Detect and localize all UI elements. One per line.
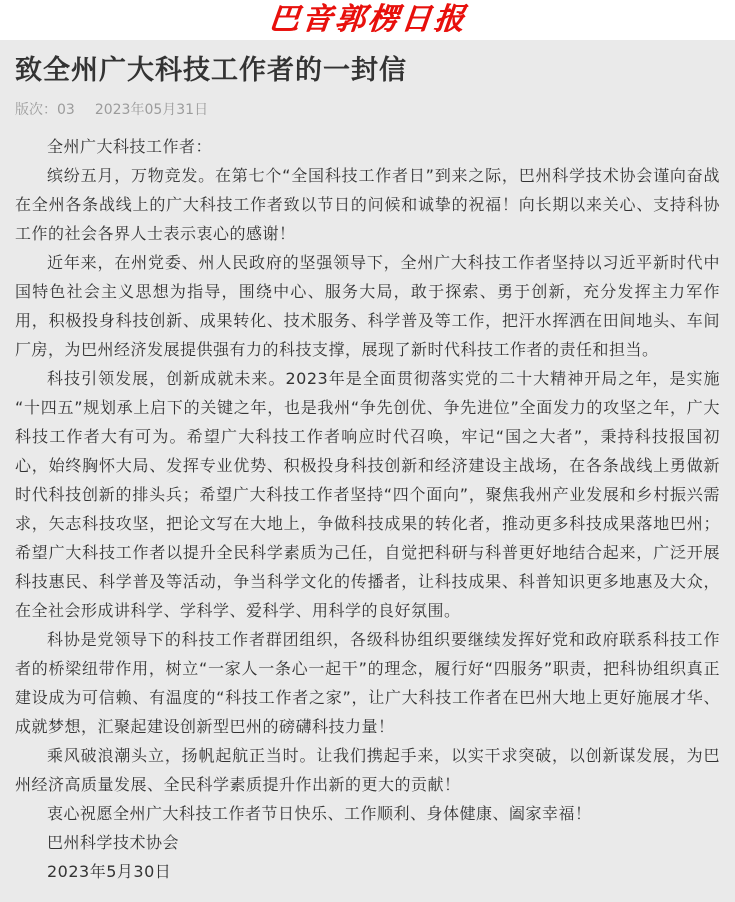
signature-date: 2023年5月30日 [47,862,172,881]
edition-label: 版次： [15,102,57,118]
edition-number: 03 [57,102,75,118]
page-title: 致全州广大科技工作者的一封信 [15,55,407,86]
article-body [15,132,720,828]
article-meta [15,101,720,119]
article-paragraph: 科技引领发展，创新成就未来。2023年是全面贯彻落实党的二十大精神开局之年，是实施“十四五”规划承上启下的关键之年，也是我州“争先创优、争先进位”全面发力的攻坚之年，广大科技工作者大有可为。希望广大科技工作者响应时代召唤，牢记“国之大者”，秉持科技报国初心，始终胸怀大局、发挥专业优势、积极投身科技创新和经济建设主战场，在各条战线上勇做新时代科技创新的排头兵；希望广大科技工作者坚持“四个面向”，聚焦我州产业发展和乡村振兴需求，矢志科技攻坚，把论文写在大地上，争做科技成果的转化者，推动更多科技成果落地巴州；希望广大科技工作者以提升全民科学素质为己任，自觉把科研与科普更好地结合起来，广泛开展科技惠民、科学普及等活动，争当科学文化的传播者，让科技成果、科普知识更多地惠及大众，在全社会形成讲科学、学科学、爱科学、用科学的良好氛围。 [15,369,720,620]
newspaper-logo[interactable]: 巴音郭楞日报 [266,2,469,37]
article-paragraph: 科协是党领导下的科技工作者群团组织，各级科协组织要继续发挥好党和政府联系科技工作者的桥梁纽带作用，树立“一家人一条心一起干”的理念，履行好“四服务”职责，把科协组织真正建设成为可信赖、有温度的“科技工作者之家”，让广大科技工作者在巴州大地上更好施展才华、成就梦想，汇聚起建设创新型巴州的磅礴科技力量！ [15,630,720,736]
article-paragraph: 全州广大科技工作者： [47,137,213,156]
signature-organization: 巴州科学技术协会 [47,833,180,852]
masthead [0,0,735,40]
article-content [0,40,735,902]
publish-date: 2023年05月31日 [94,102,209,118]
article-paragraph: 缤纷五月，万物竞发。在第七个“全国科技工作者日”到来之际，巴州科学技术协会谨向奋战在全州各条战线上的广大科技工作者致以节日的问候和诚挚的祝福！向长期以来关心、支持科协工作的社会各界人士表示衷心的感谢！ [15,166,720,243]
article-paragraph: 乘风破浪潮头立，扬帆起航正当时。让我们携起手来，以实干求突破，以创新谋发展，为巴州经济高质量发展、全民科学素质提升作出新的更大的贡献！ [15,746,720,794]
article-paragraph: 衷心祝愿全州广大科技工作者节日快乐、工作顺利、身体健康、阖家幸福！ [47,804,592,823]
article-paragraph: 近年来，在州党委、州人民政府的坚强领导下，全州广大科技工作者坚持以习近平新时代中国特色社会主义思想为指导，围绕中心、服务大局，敢于探索、勇于创新，充分发挥主力军作用，积极投身科技创新、成果转化、技术服务、科学普及等工作，把汗水挥洒在田间地头、车间厂房，为巴州经济发展提供强有力的科技支撑，展现了新时代科技工作者的责任和担当。 [15,253,720,359]
